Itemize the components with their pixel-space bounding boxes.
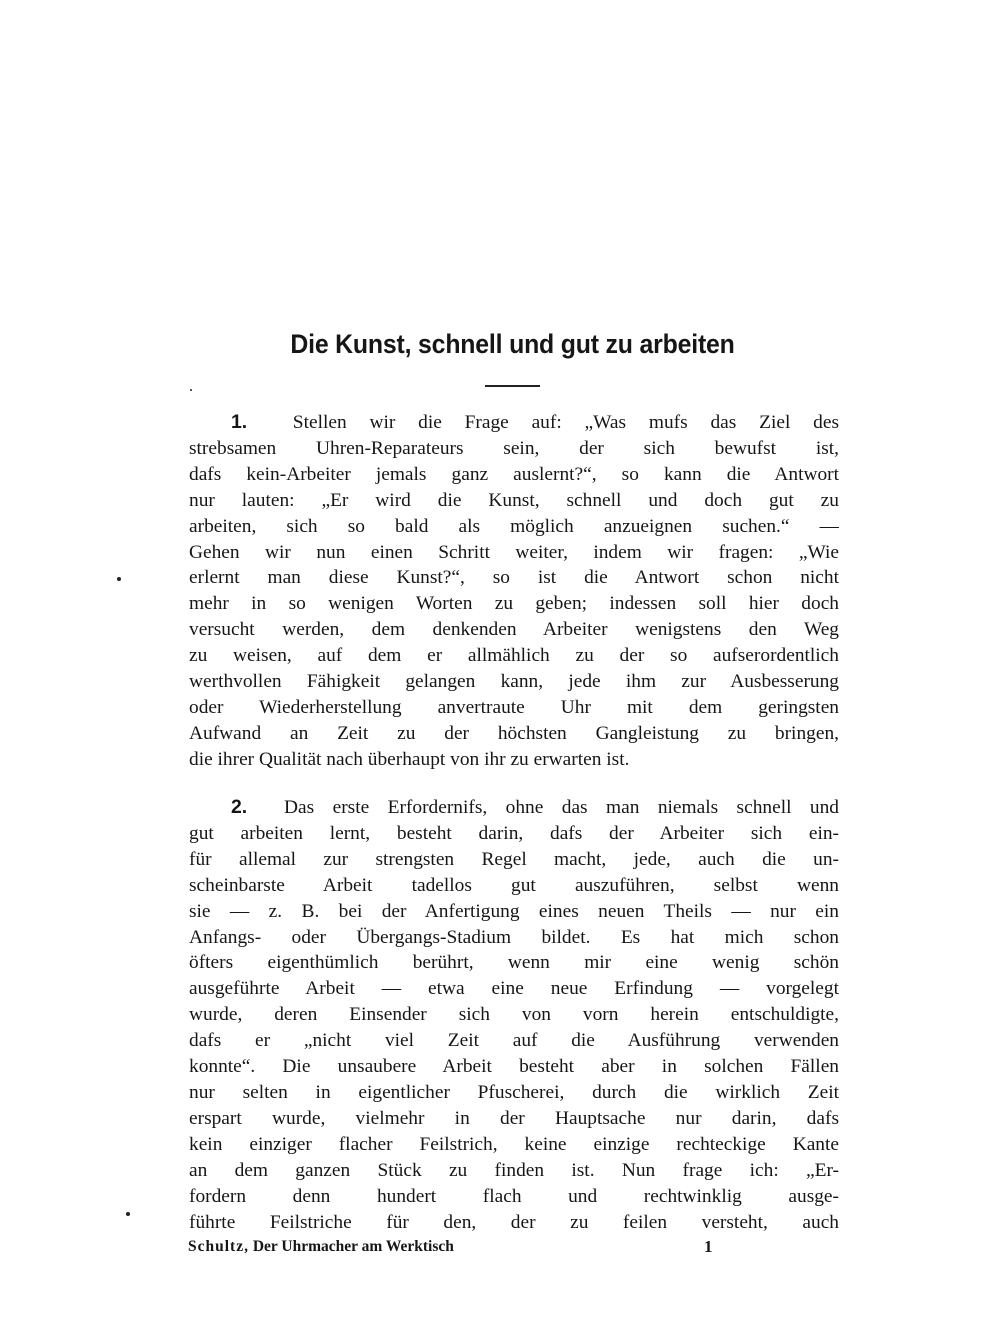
chapter-title: Die Kunst, schnell und gut zu arbeiten [290,329,735,359]
text-line: versucht werden, dem denkenden Arbeiter wenigstens den Weg [189,619,839,641]
scan-speck [126,1212,130,1216]
text-line: 1. Stellen wir die Frage auf: „Was mufs das Ziel des [231,411,839,433]
paragraph-2 [189,795,839,1235]
text-line: dafs er „nicht viel Zeit auf die Ausführung verwenden [189,1030,839,1052]
text-line: oder Wiederherstellung anvertraute Uhr mit dem geringsten [189,696,839,718]
text-line: gut arbeiten lernt, besteht darin, dafs der Arbeiter sich ein- [189,822,839,844]
text-line: an dem ganzen Stück zu finden ist. Nun frage ich: „Er- [189,1159,839,1181]
paragraph-number: 2. [231,796,248,818]
text-line: sie — z. B. bei der Anfertigung eines neuen Theils — nur ein [189,900,839,922]
text-line: strebsamen Uhren-Reparateurs sein, der sich bewufst ist, [189,437,839,459]
text-line: mehr in so wenigen Worten zu geben; indessen soll hier doch [189,593,839,615]
page-footer [188,1238,728,1256]
text-line: scheinbarste Arbeit tadellos gut auszuführen, selbst wenn [189,874,839,896]
text-line: nur lauten: „Er wird die Kunst, schnell und doch gut zu [189,489,839,511]
text-line: ausgeführte Arbeit — etwa eine neue Erfindung — vorgelegt [189,978,839,1000]
text-line: arbeiten, sich so bald als möglich anzueignen suchen.“ — [189,515,839,537]
footer-work-title: Der Uhrmacher am Werktisch [252,1238,454,1255]
text-line: dafs kein-Arbeiter jemals ganz auslernt?“, so kann die Antwort [189,463,839,485]
text-line: die ihrer Qualität nach überhaupt von ihr zu erwarten ist. [189,748,630,770]
title-divider [485,385,540,387]
text-line: führte Feilstriche für den, der zu feilen versteht, auch [189,1211,839,1233]
text-line: kein einziger flacher Feilstrich, keine einzige rechteckige Kante [189,1133,839,1155]
text-line: Aufwand an Zeit zu der höchsten Gangleistung zu bringen, [189,722,839,744]
text-line: Gehen wir nun einen Schritt weiter, indem wir fragen: „Wie [189,541,839,563]
text-line: werthvollen Fähigkeit gelangen kann, jede ihm zur Ausbesserung [189,671,839,693]
page-number: 1 [704,1237,713,1256]
text-line: Anfangs- oder Übergangs-Stadium bildet. Es hat mich schon [189,926,839,948]
text-line: 2. Das erste Erfordernifs, ohne das man niemals schnell und [231,796,839,818]
footer-author: Schultz, [188,1238,249,1255]
scan-speck [117,577,121,581]
paragraph-number: 1. [231,411,248,433]
text-line: erlernt man diese Kunst?“, so ist die Antwort schon nicht [189,567,839,589]
text-line: wurde, deren Einsender sich von vorn herein entschuldigte, [189,1004,839,1026]
text-line: nur selten in eigentlicher Pfuscherei, durch die wirklich Zeit [189,1081,839,1103]
text-line: fordern denn hundert flach und rechtwinklig ausge- [189,1185,839,1207]
text-line: für allemal zur strengsten Regel macht, jede, auch die un- [189,848,839,870]
text-line: zu weisen, auf dem er allmählich zu der so aufserordentlich [189,645,839,667]
text-line: öfters eigenthümlich berührt, wenn mir eine wenig schön [189,952,839,974]
text-line: konnte“. Die unsaubere Arbeit besteht aber in solchen Fällen [189,1056,839,1078]
paragraph-1 [189,410,839,773]
scan-speck [190,389,192,391]
text-line: erspart wurde, vielmehr in der Hauptsache nur darin, dafs [189,1107,839,1129]
